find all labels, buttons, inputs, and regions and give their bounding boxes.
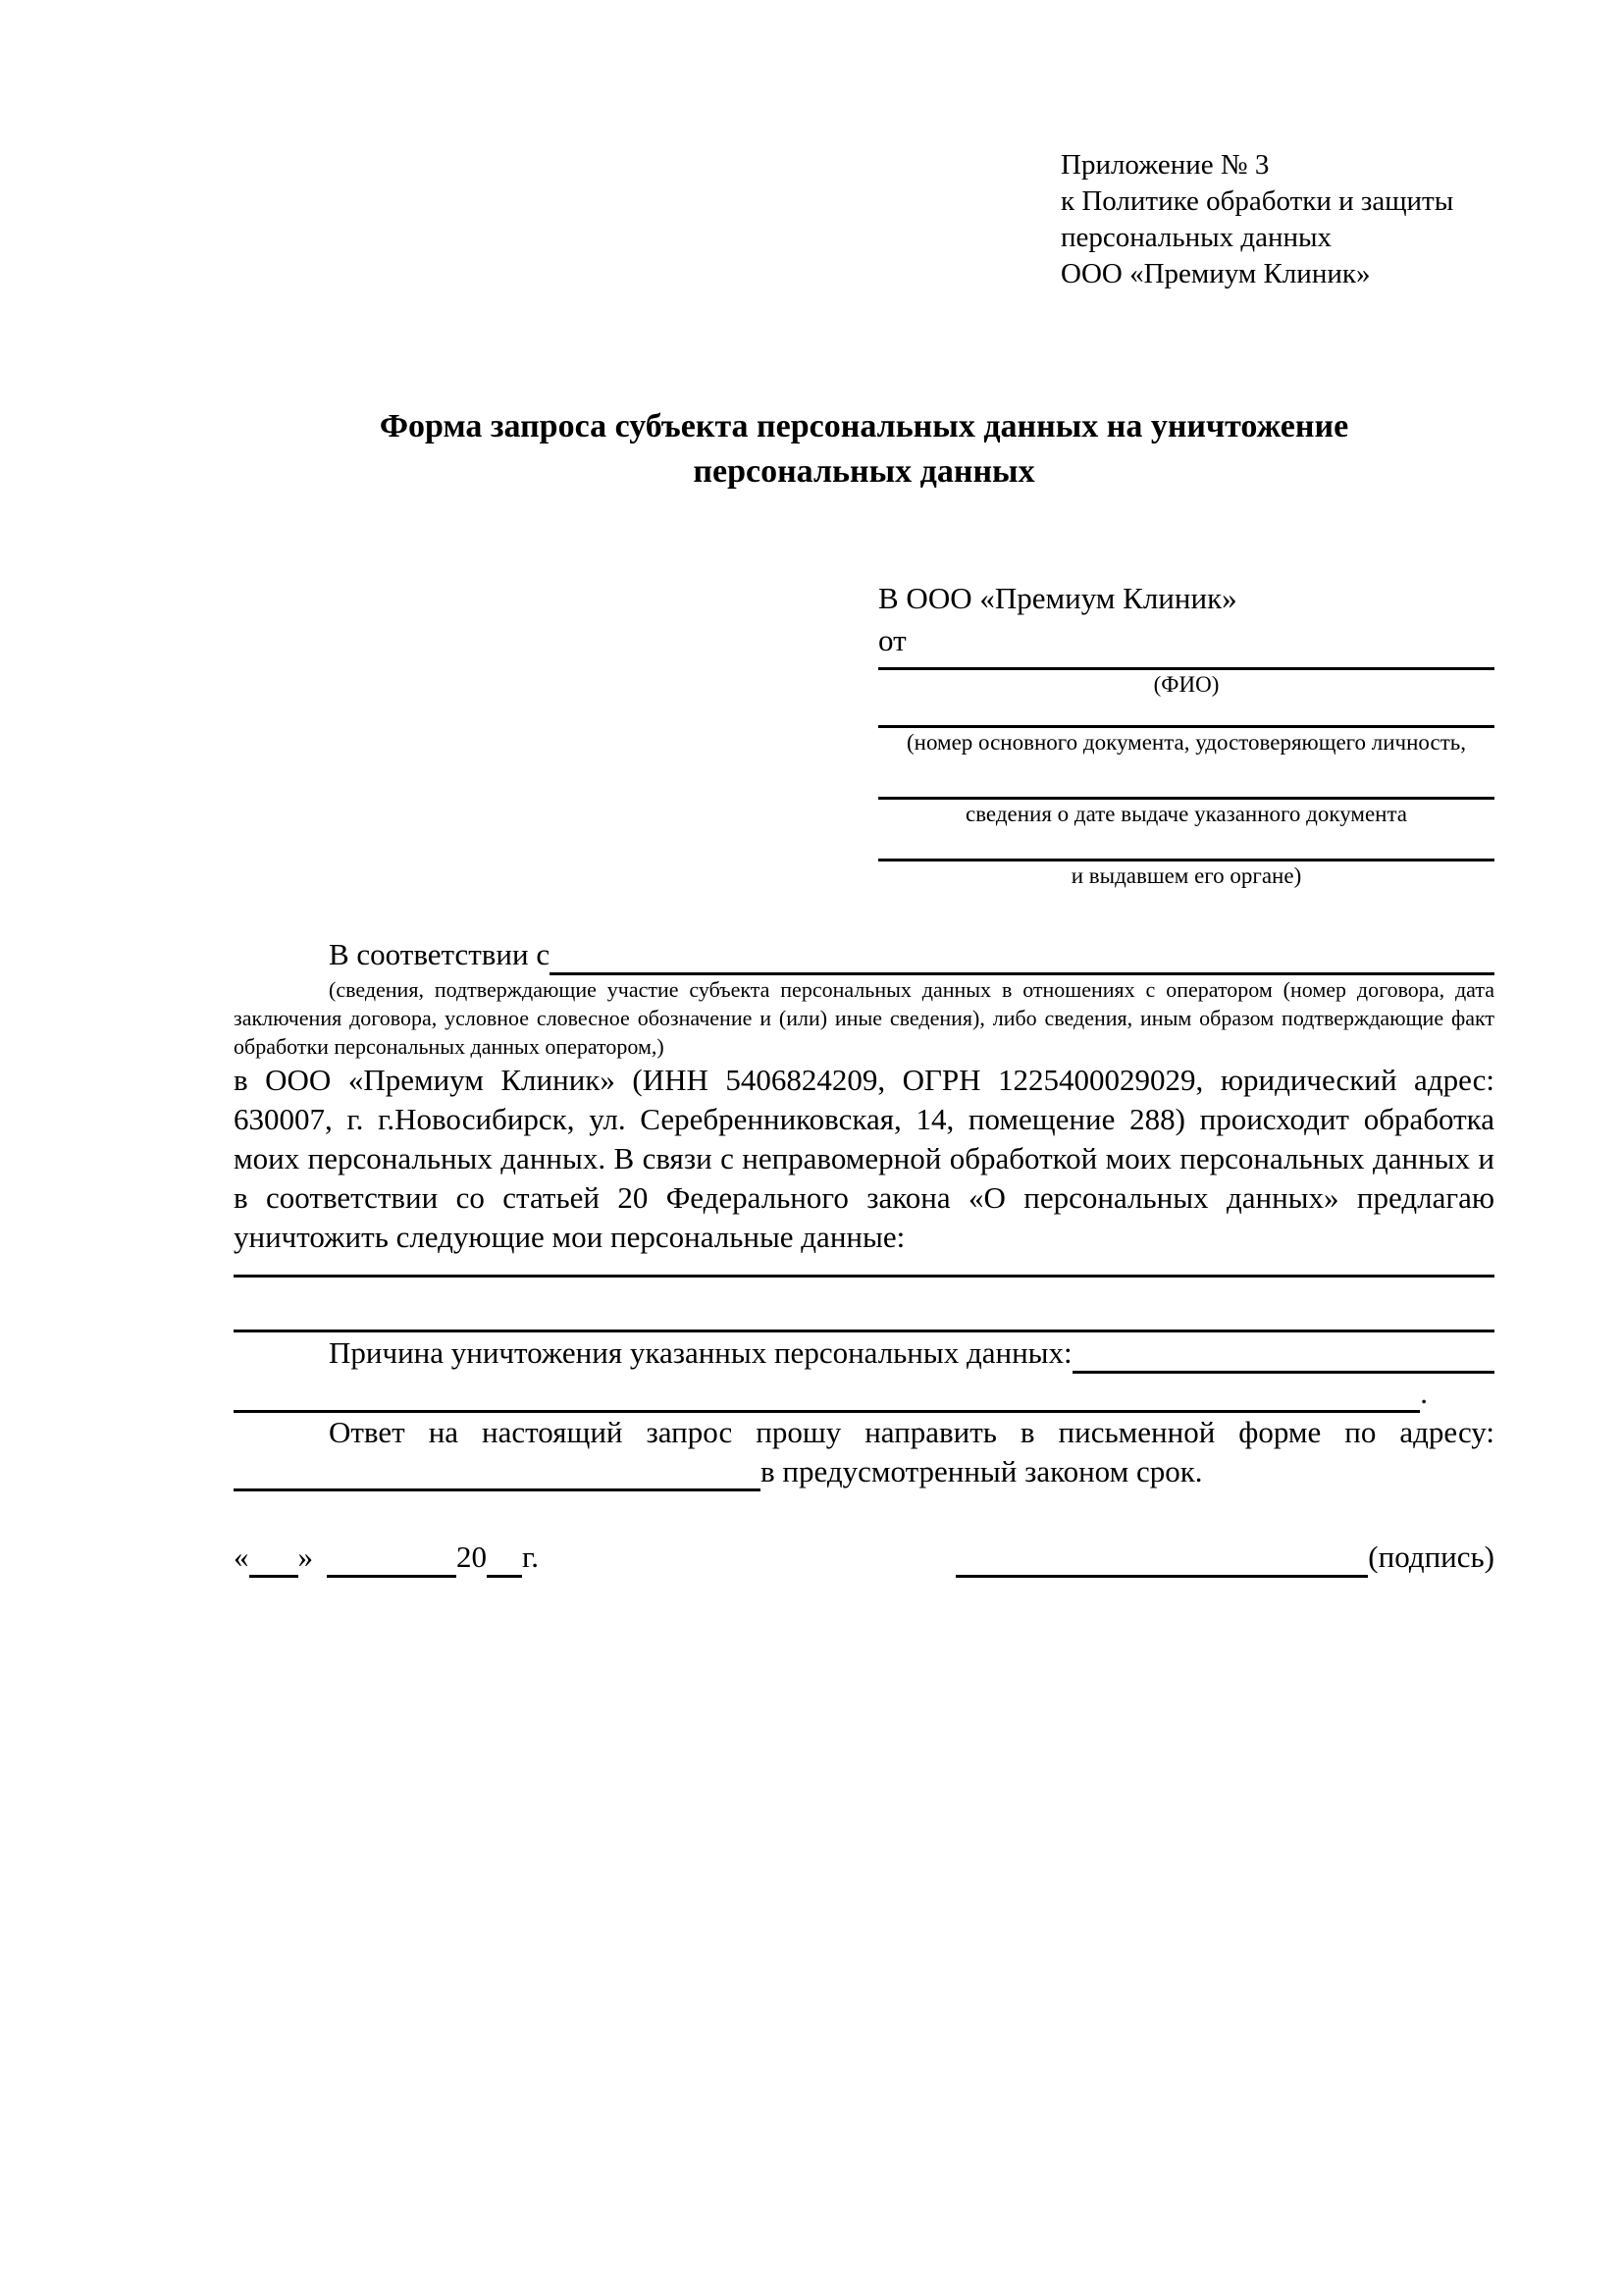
appendix-note-line: Приложение № 3 bbox=[1061, 149, 1270, 181]
response-address-row bbox=[234, 1452, 1494, 1491]
accordance-blank-line bbox=[550, 937, 1494, 975]
doc-issuer-blank-line bbox=[878, 845, 1494, 861]
signature-field bbox=[956, 1537, 1494, 1578]
accordance-row bbox=[234, 934, 1494, 975]
date-day-blank bbox=[249, 1545, 298, 1578]
accordance-label: В соответствии с bbox=[329, 937, 550, 971]
personal-data-blank-line-1 bbox=[234, 1257, 1494, 1278]
reason-continuation-row bbox=[234, 1374, 1494, 1413]
date-year-prefix: 20 bbox=[456, 1539, 487, 1574]
address-blank-line bbox=[234, 1455, 760, 1491]
date-month-blank bbox=[327, 1545, 456, 1578]
reason-row bbox=[234, 1332, 1494, 1374]
addressee-from-label: от bbox=[878, 623, 907, 657]
doc-issuer-caption: и выдавшем его органе) bbox=[1071, 863, 1302, 888]
signature-blank-line bbox=[956, 1541, 1368, 1578]
date-close-quote: » bbox=[297, 1539, 313, 1574]
accordance-note: (сведения, подтверждающие участие субъекта персональных данных в отношениях с оператором (номер договора, дата заключения договора, условное словесное обозначение и (или) иные сведения), либо сведения, иным образом подтверждающие факт обработки персональных данных оператором,) bbox=[234, 977, 1494, 1059]
reason-period: . bbox=[1420, 1376, 1428, 1410]
appendix-note-line: персональных данных bbox=[1061, 222, 1333, 253]
addressee-block bbox=[878, 577, 1494, 891]
reason-blank-line bbox=[1073, 1335, 1494, 1374]
appendix-note-line: ООО «Премиум Клиник» bbox=[1061, 258, 1371, 289]
response-tail: в предусмотренный законом срок. bbox=[760, 1454, 1203, 1488]
date-year-blank bbox=[487, 1545, 522, 1578]
personal-data-blank-line-2 bbox=[234, 1278, 1494, 1332]
date-field bbox=[234, 1537, 539, 1578]
reason-label: Причина уничтожения указанных персональных данных: bbox=[329, 1335, 1073, 1370]
doc-number-blank-line bbox=[878, 711, 1494, 728]
doc-number-caption: (номер основного документа, удостоверяющего личность, bbox=[906, 730, 1466, 755]
doc-date-blank-line bbox=[878, 783, 1494, 800]
footer-row bbox=[234, 1537, 1494, 1578]
addressee-to-line: В ООО «Премиум Клиник» bbox=[878, 581, 1237, 615]
page-title: Форма запроса субъекта персональных данных на уничтожение персональных данных bbox=[379, 408, 1349, 490]
main-paragraph: в ООО «Премиум Клиник» (ИНН 5406824209, ОГРН 1225400029029, юридический адрес: 630007, г. г.Новосибирск, ул. Серебренниковская, 14, помещение 288) происходит обработка моих персональных данных. В связи с неправомерной обработкой моих персональных данных и в соответствии со статьей 20 Федерального закона «О персональных данных» предлагаю уничтожить следующие мои персональные данные: bbox=[234, 1063, 1494, 1254]
appendix-note-line: к Политике обработки и защиты bbox=[1061, 185, 1454, 217]
reason-blank-line-2 bbox=[234, 1375, 1420, 1413]
doc-date-caption: сведения о дате выдаче указанного документа bbox=[965, 802, 1408, 826]
fio-blank-line bbox=[878, 661, 1494, 670]
date-year-suffix: г. bbox=[522, 1539, 539, 1574]
response-request-paragraph: Ответ на настоящий запрос прошу направить в письменной форме по адресу: bbox=[329, 1415, 1494, 1449]
fio-caption: (ФИО) bbox=[1153, 672, 1220, 697]
signature-caption: (подпись) bbox=[1368, 1539, 1494, 1574]
date-open-quote: « bbox=[234, 1539, 249, 1574]
appendix-note bbox=[1061, 147, 1494, 292]
